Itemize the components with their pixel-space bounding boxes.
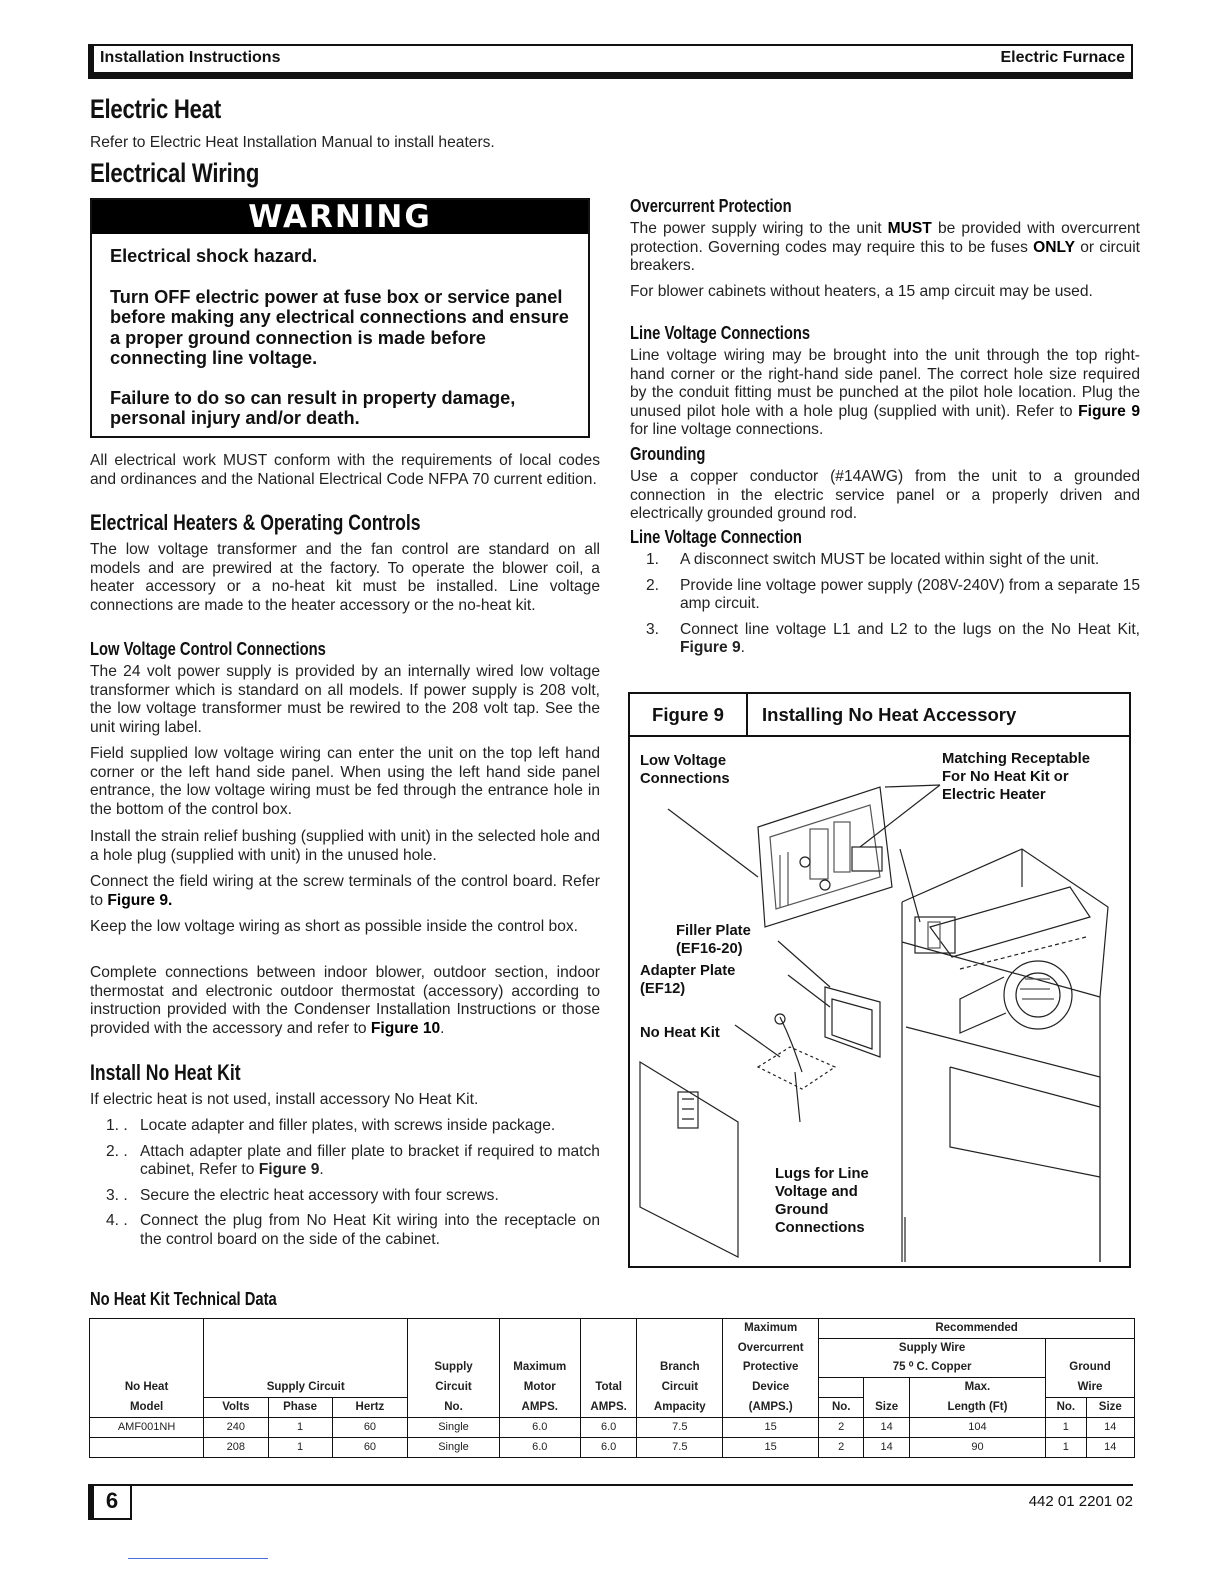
- no-heat-kit-table: Maximum Recommended Overcurrent Supply Wire Supply Maximum Branch Protective 75 ⁰ C. Copper Ground No Heat Supply Circuit Circuit Motor Total Circuit Device Max. Wire Model Volts Phase Hertz No. AMPS. AMPS. Ampacity (AMPS.) No. Size Length (Ft) No. Size AMF001NH 240 1 60 Single 6.0 6.0 7.5 15 2 14 104 1 14 208 1 60 Single 6.0 6.0 7.5 15 2 14 90 1 14: [89, 1318, 1135, 1458]
- low-voltage-title: Low Voltage Control Connections: [90, 639, 326, 659]
- link-underline: [128, 1558, 268, 1559]
- list-item: 3. Connect line voltage L1 and L2 to the lugs on the No Heat Kit, Figure 9.: [646, 620, 1140, 657]
- heaters-text: The low voltage transformer and the fan control are standard on all models and are prewired at the factory. To operate the blower coil, a heater accessory or a no-heat kit must be installed. Line voltage connections are made to the heater accessory or the no-heat kit.: [90, 541, 600, 614]
- list-item: 2. Provide line voltage power supply (208V-240V) from a separate 15 amp circuit.: [646, 576, 1140, 613]
- label-no-heat-kit: No Heat Kit: [640, 1025, 720, 1041]
- page-header: [88, 44, 1133, 74]
- low-voltage-p5: Keep the low voltage wiring as short as possible inside the control box.: [90, 918, 579, 935]
- list-item: 2. . Attach adapter plate and filler plate to bracket if required to match cabinet, Refer to Figure 9.: [106, 1142, 600, 1179]
- lv-connection-title: Line Voltage Connection: [630, 527, 802, 547]
- figure-9: [628, 692, 1131, 1268]
- electric-heat-text: Refer to Electric Heat Installation Manual to install heaters.: [90, 134, 495, 151]
- line-voltage-text: Line voltage wiring may be brought into the unit through the top right-hand corner or the right-hand side panel. The correct hole size required by the conduit fitting must be punched at the pilot hole location. Plug the unused pilot hole with a hole plug (supplied with unit). Refer to Figure 9 for line voltage connections.: [630, 347, 1140, 439]
- label-low-voltage: Low Voltage Connections: [640, 753, 730, 787]
- header-left: Installation Instructions: [100, 49, 281, 66]
- low-voltage-p3: Install the strain relief bushing (supplied with unit) in the selected hole and a hole plug (supplied with unit) in the unused hole.: [90, 828, 600, 864]
- overcurrent-title: Overcurrent Protection: [630, 196, 792, 216]
- lv-connection-steps: [630, 551, 1140, 658]
- overcurrent-p1: The power supply wiring to the unit MUST be provided with overcurrent protection. Governing codes may require this to be fuses ONLY or circuit breakers.: [630, 220, 1141, 275]
- figure-number: Figure 9: [630, 694, 748, 735]
- no-heat-steps: [90, 1117, 600, 1250]
- list-item: 3. . Secure the electric heat accessory with four screws.: [106, 1186, 499, 1204]
- warning-line-3: Failure to do so can result in property damage, personal injury and/or death.: [110, 388, 516, 429]
- overcurrent-p2: For blower cabinets without heaters, a 15 amp circuit may be used.: [630, 283, 1093, 300]
- low-voltage-p1: The 24 volt power supply is provided by an internally wired low voltage transformer which is standard on all models. If power supply is 208 volt, the low voltage transformer must be rewired to the 208 volt tap. See the unit wiring label.: [90, 663, 600, 736]
- low-voltage-p2: Field supplied low voltage wiring can enter the unit on the top left hand corner or the left hand side panel. When using the left hand side panel entrance, the low voltage wiring must be fed through the entrance hole in the bottom of the control box.: [90, 745, 600, 818]
- no-heat-intro: If electric heat is not used, install accessory No Heat Kit.: [90, 1091, 479, 1108]
- label-filler-plate: Filler Plate (EF16-20): [676, 923, 751, 957]
- warning-box: [90, 198, 590, 438]
- table-caption: No Heat Kit Technical Data: [90, 1289, 277, 1309]
- header-right: Electric Furnace: [1000, 49, 1125, 66]
- warning-heading: WARNING: [92, 200, 588, 234]
- footer-rule: [88, 1484, 1133, 1486]
- electric-heat-title: Electric Heat: [90, 94, 221, 124]
- heaters-title: Electrical Heaters & Operating Controls: [90, 510, 421, 535]
- list-item: 1. A disconnect switch MUST be located within sight of the unit.: [646, 551, 1100, 568]
- table-row: 208 1 60 Single 6.0 6.0 7.5 15 2 14 90 1 14: [90, 1438, 1135, 1458]
- table-row: AMF001NH 240 1 60 Single 6.0 6.0 7.5 15 2 14 104 1 14: [90, 1418, 1135, 1438]
- low-voltage-p6: Complete connections between indoor blower, outdoor section, indoor thermostat and electronic outdoor thermostat (accessory) according to instruction provided with the Condenser Installation Instructions or those provided with the accessory and refer to Figure 10.: [90, 964, 600, 1037]
- figure-ref: Figure 10: [370, 1019, 441, 1037]
- list-item: 1. . Locate adapter and filler plates, with screws inside package.: [106, 1117, 556, 1134]
- warning-line-1: Electrical shock hazard.: [110, 246, 318, 266]
- grounding-title: Grounding: [630, 444, 706, 464]
- warning-line-2: Turn OFF electric power at fuse box or service panel before making any electrical connections and ensure a proper ground connection is made before connecting line voltage.: [110, 287, 569, 369]
- page-number: 6: [88, 1486, 132, 1520]
- document-number: 442 01 2201 02: [1028, 1493, 1133, 1510]
- line-voltage-title: Line Voltage Connections: [630, 323, 811, 343]
- list-item: 4. . Connect the plug from No Heat Kit wiring into the receptacle on the control board on the side of the cabinet.: [106, 1212, 600, 1248]
- no-heat-title: Install No Heat Kit: [90, 1060, 241, 1085]
- figure-ref: Figure 9.: [107, 891, 173, 909]
- header-recommended: Recommended: [819, 1319, 1135, 1339]
- low-voltage-p4: Connect the field wiring at the screw terminals of the control board. Refer to Figure 9.: [90, 873, 600, 909]
- header-rule: [88, 74, 1133, 79]
- label-adapter-plate: Adapter Plate (EF12): [640, 963, 736, 997]
- header-supply-circuit: Supply Circuit: [204, 1378, 408, 1398]
- grounding-text: Use a copper conductor (#14AWG) from the unit to a grounded connection in the electric service panel or a properly driven and electrically grounded ground rod.: [630, 468, 1140, 523]
- all-work-text: All electrical work MUST conform with the requirements of local codes and ordinances and the National Electrical Code NFPA 70 current edition.: [90, 452, 600, 488]
- label-lugs: Lugs for Line Voltage and Ground Connections: [775, 1166, 869, 1236]
- label-matching-receptable: Matching Receptable For No Heat Kit or Electric Heater: [942, 751, 1090, 803]
- figure-header: [630, 694, 1129, 737]
- electrical-wiring-title: Electrical Wiring: [90, 158, 260, 188]
- figure-title: Installing No Heat Accessory: [762, 704, 1017, 725]
